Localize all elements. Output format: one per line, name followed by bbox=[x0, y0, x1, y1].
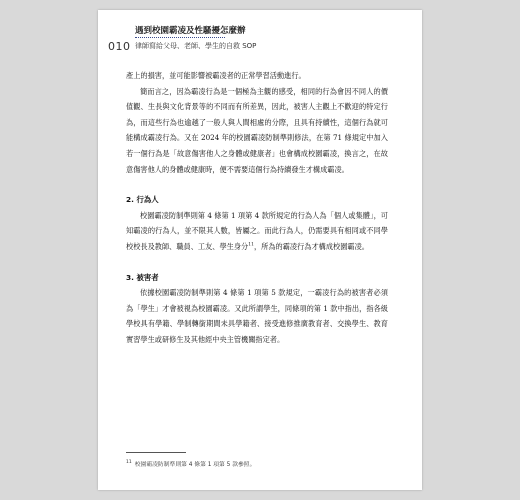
paragraph bbox=[126, 208, 388, 255]
paragraph: 產上的損害，並可能影響被霸凌者的正常學習活動進行。 bbox=[126, 71, 306, 80]
footnote-divider bbox=[126, 452, 186, 453]
book-page bbox=[98, 10, 422, 490]
paragraph-text: 校園霸凌防制準則第 4 條第 1 項第 4 款所規定的行為人為「個人或集體」，可知霸凌的行為人，並不限其人數，皆屬之。而此行為人，仍需要具有相同或不同學校校長及教師、職員、工友、學生身分 bbox=[126, 210, 388, 251]
running-subtitle: 律師寫給父母、老師、學生的自救 SOP bbox=[135, 42, 257, 50]
body-text bbox=[126, 68, 388, 348]
footnote-text: 校園霸凌防制準則第 4 條第 1 項第 5 款參照。 bbox=[134, 462, 256, 468]
section-heading: 3. 被害者 bbox=[126, 272, 159, 282]
page-number: 010 bbox=[108, 40, 131, 53]
paragraph: 依據校園霸凌防制準則第 4 條第 1 項第 5 款規定，一霸凌行為的被害者必須為「學生」才會被視為校園霸凌。又此所謂學生，同條項的第 1 款中指出，指各級學校具有學籍、學制轉銜期間未具學籍者、接受進修推廣教育者、交換學生、教育實習學生或研修生及其他經中央主管機關指定者。 bbox=[126, 288, 388, 344]
footnote-number: 11 bbox=[126, 460, 132, 466]
footnote-reference: 11 bbox=[248, 242, 254, 248]
paragraph-text: ，所為的霸凌行為才構成校園霸凌。 bbox=[253, 241, 369, 251]
header-divider bbox=[135, 37, 225, 38]
paragraph: 簡而言之，因為霸凌行為是一個極為主觀的感受，相同的行為會因不同人的價值觀、生長與文化背景等的不同而有所差異，因此，被害人主觀上不歡迎的特定行為，而這些行為也逾越了一般人與人間相處的分際，且具有持續性，這個行為就可能構成霸凌行為。又在 2024 年的校園霸凌防制準則修法，在第 71 條規定中加入若一個行為是「故意傷害他人之身體或健康者」也會構成校園霸凌，換言之，在故意傷害他人的身體或健康時，便不需要這個行為持續發生才構成霸凌。 bbox=[126, 86, 388, 174]
section-heading: 2. 行為人 bbox=[126, 195, 159, 205]
footnote bbox=[126, 459, 255, 468]
running-title: 遇到校園霸凌及性騷擾怎麼辦 bbox=[135, 26, 246, 36]
